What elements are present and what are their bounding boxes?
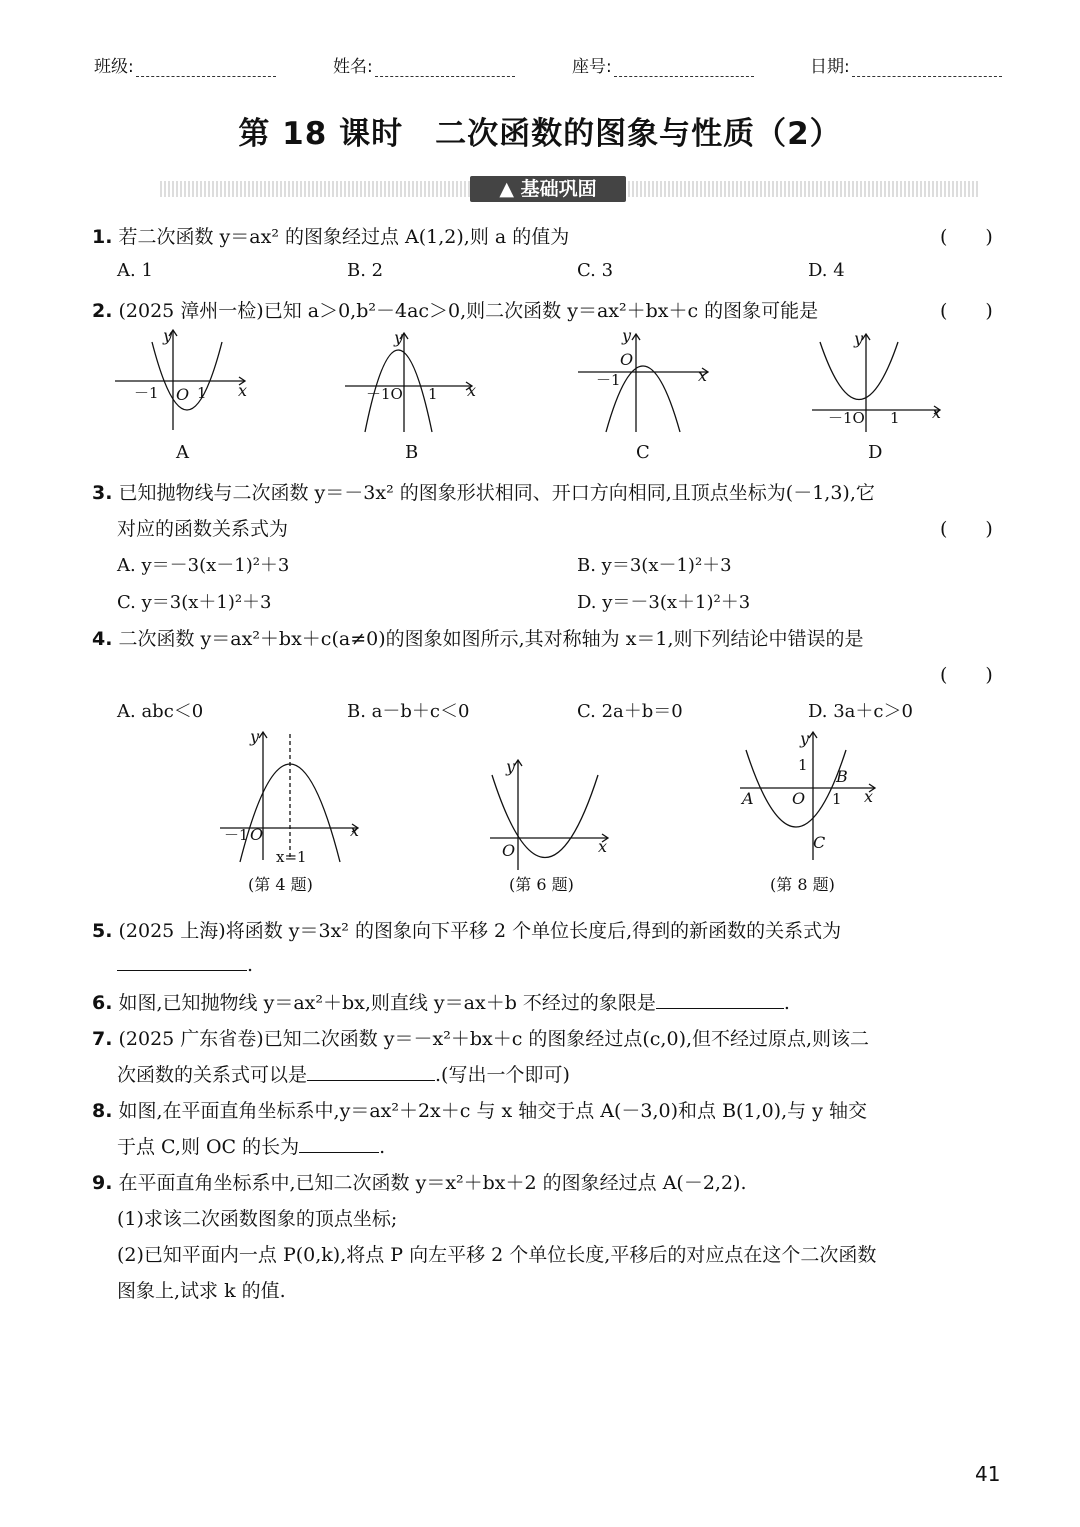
fig8-point-c: C: [813, 833, 826, 852]
question-7: 7. (2025 广东省卷)已知二次函数 y＝－x²＋bx＋c 的图象经过点(c,0),但不经过原点,则该二: [92, 1028, 870, 1050]
fig8-caption: (第 8 题): [770, 875, 835, 894]
fig8-origin: O: [792, 789, 806, 808]
graph-c-neg1: －1: [596, 371, 621, 389]
page-number: 41: [975, 1462, 1001, 1486]
q3-option-b: B. y＝3(x－1)²＋3: [577, 555, 732, 576]
fig8-tick1-x: 1: [832, 790, 842, 808]
seat-field: 座号:: [572, 52, 754, 77]
q5-blank[interactable]: [117, 952, 247, 971]
question-4: 4. 二次函数 y＝ax²＋bx＋c(a≠0)的图象如图所示,其对称轴为 x＝1,则下列结论中错误的是: [92, 628, 864, 650]
graph-label-d: D: [868, 442, 883, 463]
q1-option-b: B. 2: [347, 260, 384, 281]
q1-option-c: C. 3: [577, 260, 614, 281]
figures-row: [0, 720, 1080, 910]
answer-paren-1[interactable]: ( ): [940, 226, 993, 248]
question-8: 8. 如图,在平面直角坐标系中,y＝ax²＋2x＋c 与 x 轴交于点 A(－3,0)和点 B(1,0),与 y 轴交: [92, 1100, 867, 1122]
section-tag: ▲ 基础巩固: [470, 176, 626, 202]
graph-d-y-label: y: [854, 329, 864, 348]
fig8-y-label: y: [800, 729, 810, 748]
fig8-point-b: B: [836, 767, 848, 786]
q4-option-a: A. abc＜0: [117, 701, 204, 722]
q3-option-a: A. y＝－3(x－1)²＋3: [117, 555, 290, 576]
q1-option-a: A. 1: [117, 260, 153, 281]
fig4-y-label: y: [250, 727, 260, 746]
graph-c-y-label: y: [622, 326, 632, 345]
graph-label-a: A: [176, 442, 189, 463]
graph-a-tick1: 1: [197, 384, 207, 402]
question-9-part2: (2)已知平面内一点 P(0,k),将点 P 向左平移 2 个单位长度,平移后的对应点在这个二次函数: [117, 1244, 877, 1266]
fig4-sym-label: x=1: [276, 848, 307, 866]
answer-paren-4[interactable]: ( ): [940, 664, 993, 686]
graph-d-x-label: x: [932, 403, 942, 422]
q4-option-c: C. 2a＋b＝0: [577, 701, 683, 722]
question-2: 2. (2025 漳州一检)已知 a＞0,b²－4ac＞0,则二次函数 y＝ax²＋bx＋c 的图象可能是: [92, 300, 819, 322]
question-1: 1. 若二次函数 y＝ax² 的图象经过点 A(1,2),则 a 的值为: [92, 226, 570, 248]
q7-blank[interactable]: [307, 1062, 435, 1081]
graph-d-curve: [820, 342, 898, 400]
graph-d-neg1o: －1O: [828, 409, 865, 427]
question-7-line2: 次函数的关系式可以是 .(写出一个即可): [117, 1064, 570, 1086]
graph-b-x-label: x: [467, 381, 477, 400]
graph-c-origin: O: [620, 350, 634, 369]
question-3-line2: 对应的函数关系式为: [117, 518, 289, 540]
fig8-tick1-y: 1: [798, 756, 808, 774]
graph-d-tick1: 1: [890, 409, 900, 427]
fig6-origin: O: [502, 841, 516, 860]
question-5: 5. (2025 上海)将函数 y＝3x² 的图象向下平移 2 个单位长度后,得到的新函数的关系式为: [92, 920, 842, 942]
question-9-part1: (1)求该二次函数图象的顶点坐标;: [117, 1208, 398, 1230]
question-5-answer-line: .: [117, 952, 253, 976]
answer-paren-2[interactable]: ( ): [940, 300, 993, 322]
fig4-x-label: x: [350, 821, 360, 840]
fig8-x-label: x: [864, 787, 874, 806]
name-field: 姓名:: [333, 52, 515, 77]
q2-graphs: [0, 0, 1080, 470]
graph-a-x-label: x: [238, 381, 248, 400]
graph-c-x-label: x: [698, 366, 708, 385]
question-3: 3. 已知抛物线与二次函数 y＝－3x² 的图象形状相同、开口方向相同,且顶点坐标为(－1,3),它: [92, 482, 875, 504]
answer-paren-3[interactable]: ( ): [940, 518, 993, 540]
class-field: 班级:: [94, 52, 276, 77]
fig4-neg1: －1: [224, 826, 249, 844]
graph-a-y-label: y: [163, 326, 173, 345]
q3-option-c: C. y＝3(x＋1)²＋3: [117, 592, 272, 613]
pyramid-icon: ▲: [499, 178, 514, 200]
q6-blank[interactable]: [656, 990, 784, 1009]
question-9: 9. 在平面直角坐标系中,已知二次函数 y＝x²＋bx＋2 的图象经过点 A(－2,2).: [92, 1172, 747, 1194]
graph-a-origin: O: [176, 385, 190, 404]
q1-option-d: D. 4: [808, 260, 845, 281]
question-8-line2: 于点 C,则 OC 的长为 .: [117, 1136, 386, 1158]
fig8-point-a: A: [742, 789, 754, 808]
page-title: 第 18 课时 二次函数的图象与性质（2）: [238, 116, 842, 152]
fig6-y-label: y: [506, 757, 516, 776]
q4-option-b: B. a－b＋c＜0: [347, 701, 470, 722]
fig6-caption: (第 6 题): [509, 875, 574, 894]
graph-label-b: B: [405, 442, 419, 463]
fig6-x-label: x: [598, 837, 608, 856]
fig4-origin: O: [250, 825, 264, 844]
graph-b-neg1o: －1O: [366, 385, 403, 403]
fig4-caption: (第 4 题): [248, 875, 313, 894]
q3-option-d: D. y＝－3(x＋1)²＋3: [577, 592, 751, 613]
q4-option-d: D. 3a＋c＞0: [808, 701, 913, 722]
graph-label-c: C: [636, 442, 650, 463]
date-field: 日期:: [810, 52, 1002, 77]
question-6: 6. 如图,已知抛物线 y＝ax²＋bx,则直线 y＝ax＋b 不经过的象限是 .: [92, 992, 790, 1014]
graph-b-tick1: 1: [428, 385, 438, 403]
graph-a-neg1: －1: [134, 384, 159, 402]
q8-blank[interactable]: [299, 1134, 379, 1153]
question-9-part2-line2: 图象上,试求 k 的值.: [117, 1280, 286, 1302]
graph-b-y-label: y: [394, 328, 404, 347]
